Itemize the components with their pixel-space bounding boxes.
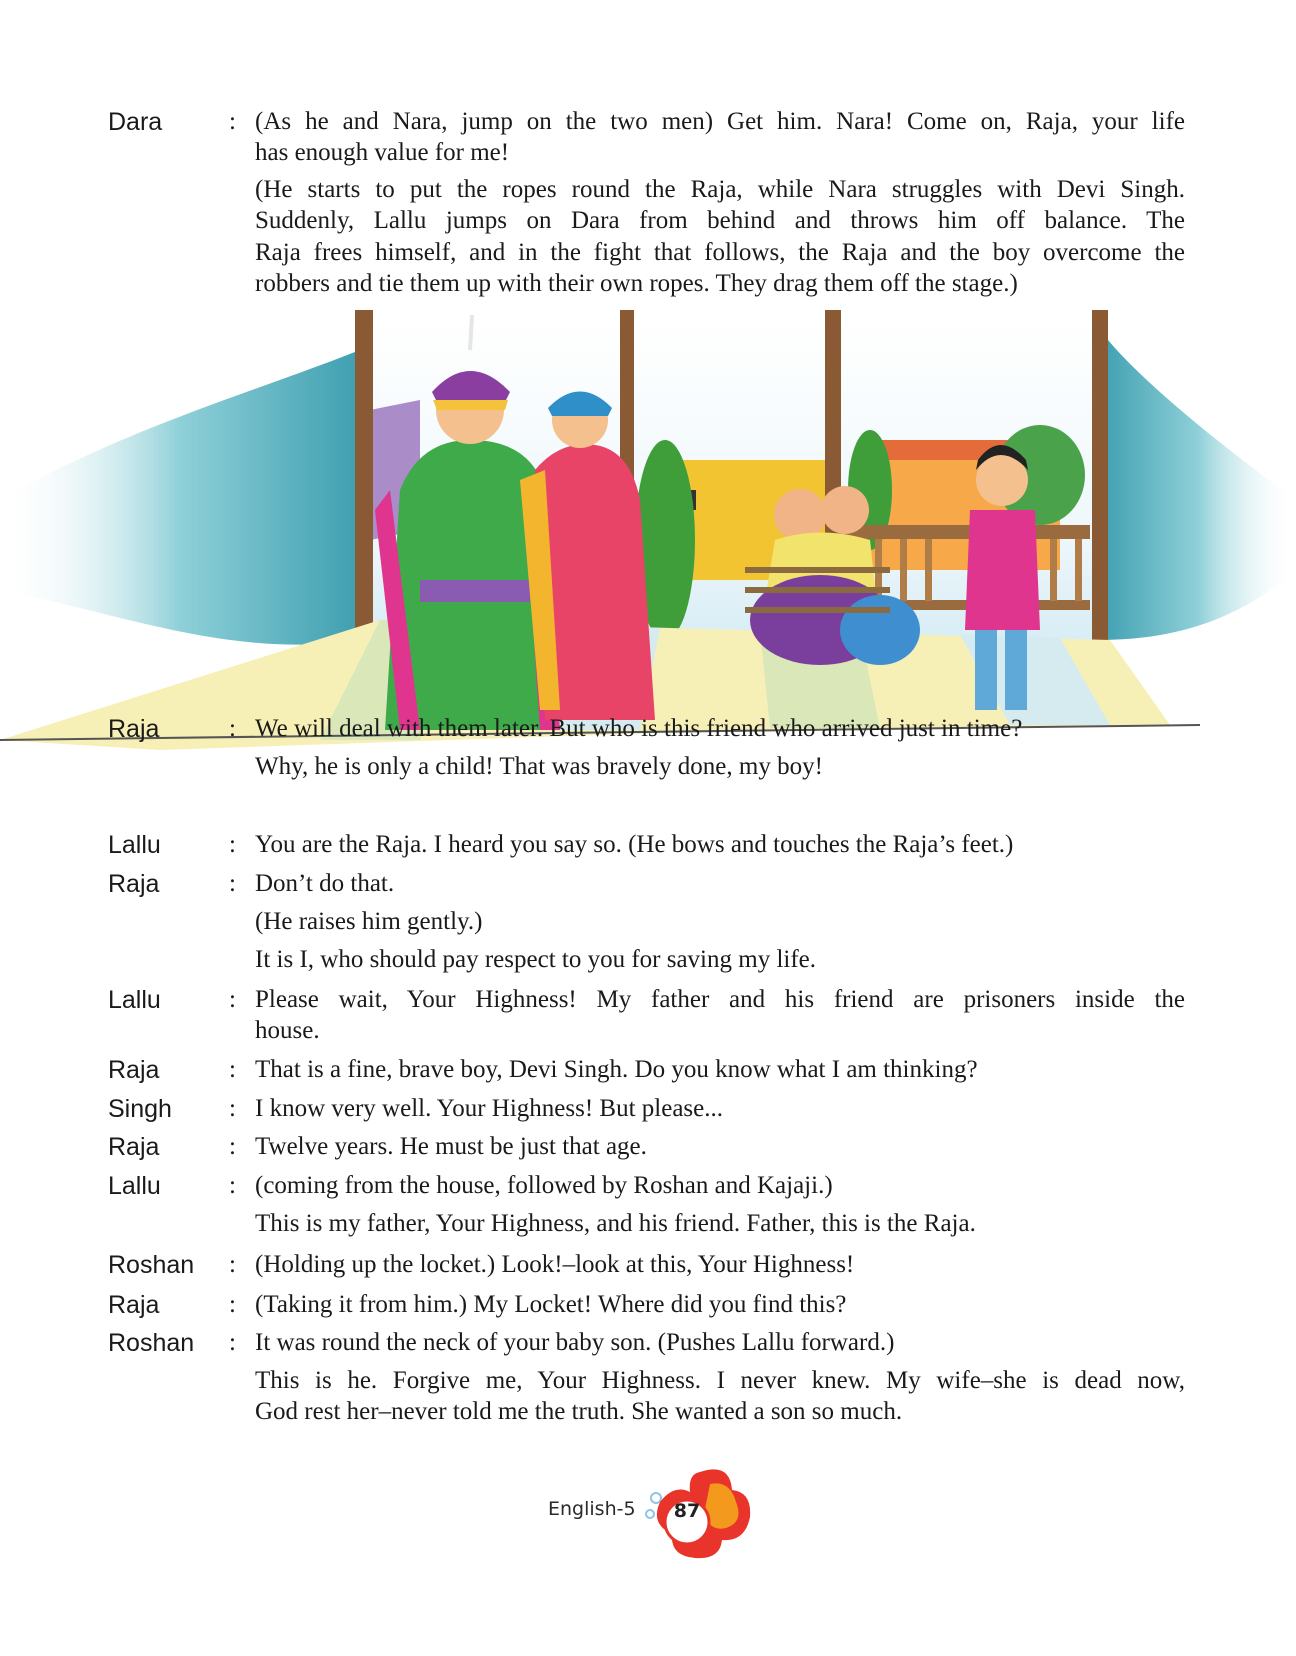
colon: : [229,108,236,135]
dialogue-line: Twelve years. He must be just that age. [255,1133,647,1160]
dialogue-line: You are the Raja. I heard you say so. (He bows and touches the Raja’s feet.) [255,831,1014,858]
speaker-name: Lallu [108,986,161,1014]
speaker-name: Dara [108,108,163,136]
speaker-name: Singh [108,1095,172,1123]
speaker-name: Raja [108,870,160,898]
dialogue-line: (Taking it from him.) My Locket! Where did you find this? [255,1291,847,1318]
dialogue-line: Don’t do that. [255,870,395,897]
colon: : [229,1056,236,1083]
speaker-name: Raja [108,715,160,743]
dialogue-line: Why, he is only a child! That was bravely done, my boy! [255,753,823,780]
speaker-name: Raja [108,1133,160,1161]
colon: : [229,1251,236,1278]
dialogue-line: (He starts to put the ropes round the Raja, while Nara struggles with Devi Singh. [255,176,1185,203]
dialogue-line: Please wait, Your Highness! My father and his friend are prisoners inside the [255,986,1185,1013]
dialogue-line: It is I, who should pay respect to you for saving my life. [255,946,817,973]
dialogue-line: Suddenly, Lallu jumps on Dara from behind and throws him off balance. The [255,207,1185,234]
colon: : [229,1291,236,1318]
dialogue-line: (He raises him gently.) [255,908,483,935]
colon: : [229,1133,236,1160]
dialogue-line: That is a fine, brave boy, Devi Singh. Do you know what I am thinking? [255,1056,978,1083]
dialogue-line: God rest her–never told me the truth. She wanted a son so much. [255,1398,903,1425]
colon: : [229,1329,236,1356]
left-wall [0,350,360,645]
dialogue-line: (Holding up the locket.) Look!–look at this, Your Highness! [255,1251,855,1278]
speaker-name: Lallu [108,831,161,859]
speaker-name: Lallu [108,1172,161,1200]
speaker-name: Roshan [108,1329,195,1357]
speaker-name: Roshan [108,1251,195,1279]
colon: : [229,831,236,858]
colon: : [229,870,236,897]
footer-book-label: English-5 [548,1498,636,1520]
speaker-name: Raja [108,1056,160,1084]
dialogue-line: (As he and Nara, jump on the two men) Get him. Nara! Come on, Raja, your life [255,108,1185,135]
page-number: 87 [673,1500,701,1522]
dialogue-line: has enough value for me! [255,139,510,166]
dialogue-line: This is he. Forgive me, Your Highness. I never knew. My wife–she is dead now, [255,1367,1185,1394]
story-illustration [0,310,1296,775]
dialogue-line: It was round the neck of your baby son. (Pushes Lallu forward.) [255,1329,895,1356]
colon: : [229,986,236,1013]
dialogue-line: I know very well. Your Highness! But please... [255,1095,724,1122]
speaker-name: Raja [108,1291,160,1319]
dialogue-line: This is my father, Your Highness, and his friend. Father, this is the Raja. [255,1210,976,1237]
dialogue-line: (coming from the house, followed by Roshan and Kajaji.) [255,1172,833,1199]
right-wall [1100,330,1296,640]
dialogue-line: house. [255,1017,320,1044]
colon: : [229,715,236,742]
dialogue-line: robbers and tie them up with their own ropes. They drag them off the stage.) [255,270,1018,297]
dialogue-line: We will deal with them later. But who is this friend who arrived just in time? [255,715,1023,742]
colon: : [229,1172,236,1199]
colon: : [229,1095,236,1122]
dialogue-line: Raja frees himself, and in the fight that follows, the Raja and the boy overcome the [255,239,1185,266]
